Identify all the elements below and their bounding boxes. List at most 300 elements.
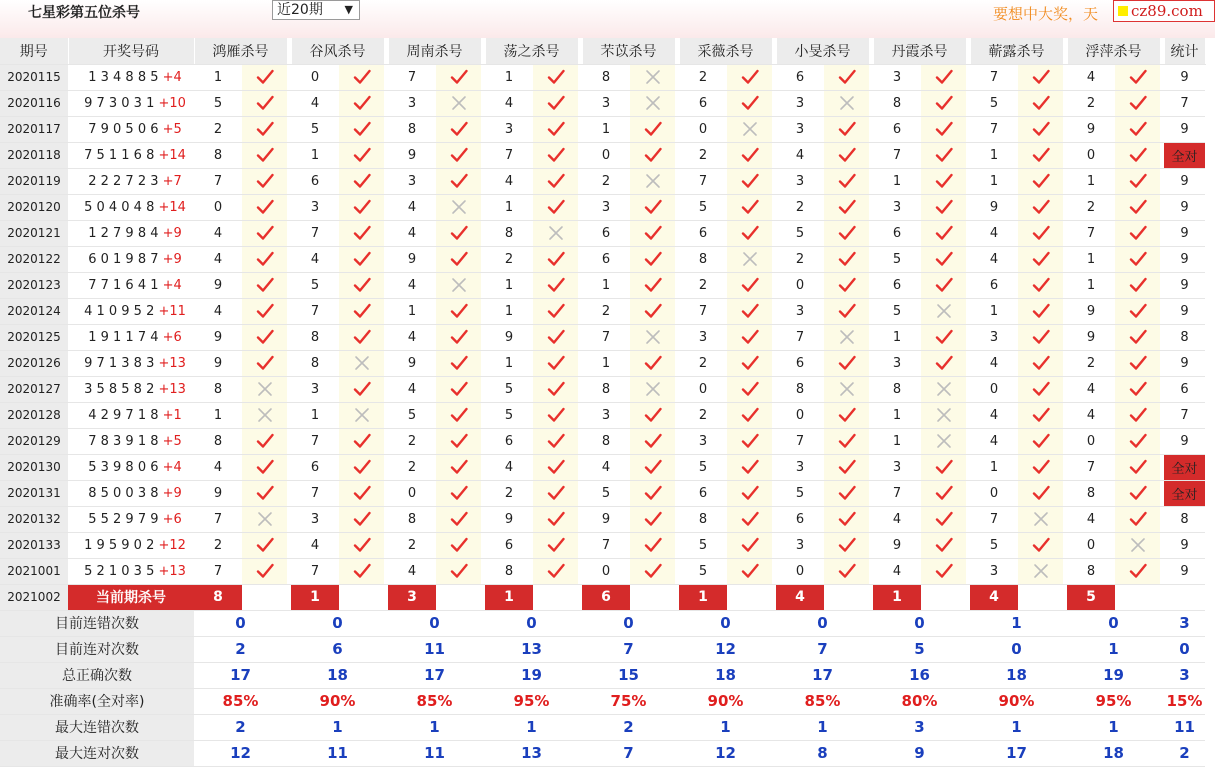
kill-number-cell: 3 [485, 116, 533, 142]
result-mark-cell [921, 246, 966, 272]
kill-number-cell: 3 [776, 454, 824, 480]
result-mark-cell [727, 272, 772, 298]
check-icon [450, 458, 468, 476]
summary-label: 目前连错次数 [0, 610, 194, 636]
result-mark-cell [921, 324, 966, 350]
check-icon [353, 68, 371, 86]
result-mark-cell [339, 142, 384, 168]
draw-sum: +4 [158, 459, 182, 475]
check-icon [838, 406, 856, 424]
check-icon [256, 328, 274, 346]
result-mark-cell [824, 246, 869, 272]
summary-label: 目前连对次数 [0, 636, 194, 662]
kill-number-cell: 6 [776, 506, 824, 532]
result-mark-cell [242, 142, 287, 168]
check-icon [353, 562, 371, 580]
result-mark-cell [727, 480, 772, 506]
summary-value: 17 [388, 662, 481, 688]
result-mark-cell [242, 480, 287, 506]
kill-number-cell: 0 [582, 558, 630, 584]
cross-icon [1032, 562, 1050, 580]
kill-number-cell: 0 [970, 376, 1018, 402]
check-icon [838, 432, 856, 450]
check-icon [547, 458, 565, 476]
result-mark-cell [727, 558, 772, 584]
result-mark-cell [533, 428, 578, 454]
kill-number-cell: 3 [776, 168, 824, 194]
check-icon [1129, 432, 1147, 450]
draw-sum: +5 [158, 121, 182, 137]
result-mark-cell [1115, 116, 1160, 142]
result-mark-cell [727, 64, 772, 90]
check-icon [644, 224, 662, 242]
period-range-select[interactable] [272, 0, 360, 20]
result-mark-cell [630, 350, 675, 376]
kill-number-cell: 8 [388, 506, 436, 532]
check-icon [1032, 432, 1050, 450]
draw-digits: 5 0 4 0 4 8 [84, 199, 155, 215]
check-icon [935, 146, 953, 164]
draw-sum: +9 [158, 251, 182, 267]
check-icon [741, 146, 759, 164]
kill-number-cell: 8 [194, 428, 242, 454]
check-icon [935, 536, 953, 554]
result-mark-cell [824, 298, 869, 324]
period-cell: 2020132 [0, 506, 68, 532]
current-kill-number: 3 [388, 584, 436, 610]
kill-number-cell: 3 [679, 324, 727, 350]
kill-number-cell: 5 [485, 376, 533, 402]
result-mark-cell [242, 324, 287, 350]
kill-number-cell: 5 [679, 558, 727, 584]
kill-number-cell: 7 [873, 480, 921, 506]
table-row [0, 194, 1205, 220]
kill-number-cell: 8 [582, 428, 630, 454]
summary-value: 6 [291, 636, 384, 662]
header-draw: 开奖号码 [68, 38, 194, 64]
check-icon [450, 484, 468, 502]
kill-number-cell: 6 [776, 64, 824, 90]
check-icon [741, 380, 759, 398]
table-row [0, 168, 1205, 194]
check-icon [838, 68, 856, 86]
summary-row [0, 688, 1205, 714]
period-range-value: 近20期 [277, 2, 323, 18]
check-icon [838, 172, 856, 190]
check-icon [1129, 406, 1147, 424]
current-blank [242, 584, 287, 610]
check-icon [1032, 276, 1050, 294]
summary-row [0, 714, 1205, 740]
result-mark-cell [242, 532, 287, 558]
kill-number-cell: 3 [679, 428, 727, 454]
draw-cell [68, 194, 194, 220]
result-mark-cell [339, 116, 384, 142]
summary-value: 12 [194, 740, 287, 766]
kill-number-cell: 6 [485, 532, 533, 558]
result-mark-cell [242, 64, 287, 90]
check-icon [450, 562, 468, 580]
summary-value: 13 [485, 740, 578, 766]
check-icon [644, 406, 662, 424]
check-icon [353, 484, 371, 502]
header-expert: 浮萍杀号 [1067, 38, 1160, 64]
draw-sum: +12 [154, 537, 186, 553]
summary-value: 13 [485, 636, 578, 662]
result-mark-cell [824, 428, 869, 454]
stat-cell: 9 [1164, 194, 1205, 220]
kill-number-cell: 4 [776, 142, 824, 168]
table-header-row [0, 38, 1205, 64]
result-mark-cell [921, 402, 966, 428]
check-icon [1032, 458, 1050, 476]
header-expert: 荡之杀号 [485, 38, 578, 64]
summary-value: 1 [776, 714, 869, 740]
result-mark-cell [242, 220, 287, 246]
draw-digits: 9 7 3 0 3 1 [84, 95, 155, 111]
result-mark-cell [1115, 298, 1160, 324]
kill-number-cell: 1 [291, 142, 339, 168]
period-cell: 2020133 [0, 532, 68, 558]
draw-digits: 1 3 4 8 8 5 [88, 69, 159, 85]
current-period-row [0, 584, 1205, 610]
stat-cell: 9 [1164, 298, 1205, 324]
summary-value: 15 [582, 662, 675, 688]
check-icon [1032, 302, 1050, 320]
cross-icon [353, 354, 371, 372]
result-mark-cell [1115, 402, 1160, 428]
draw-cell [68, 90, 194, 116]
check-icon [450, 146, 468, 164]
kill-number-cell: 8 [1067, 480, 1115, 506]
draw-cell [68, 480, 194, 506]
check-icon [256, 198, 274, 216]
draw-sum: +4 [158, 277, 182, 293]
cross-icon [644, 94, 662, 112]
check-icon [1129, 510, 1147, 528]
result-mark-cell [921, 64, 966, 90]
result-mark-cell [533, 64, 578, 90]
summary-value: 5 [873, 636, 966, 662]
kill-number-cell: 0 [970, 480, 1018, 506]
kill-number-cell: 9 [1067, 298, 1115, 324]
summary-row [0, 636, 1205, 662]
result-mark-cell [1018, 324, 1063, 350]
period-cell: 2020118 [0, 142, 68, 168]
summary-stat: 11 [1164, 714, 1205, 740]
check-icon [450, 432, 468, 450]
result-mark-cell [1018, 558, 1063, 584]
result-mark-cell [533, 168, 578, 194]
check-icon [547, 302, 565, 320]
summary-value: 18 [970, 662, 1063, 688]
check-icon [1032, 94, 1050, 112]
cross-icon [935, 432, 953, 450]
kill-number-cell: 9 [388, 246, 436, 272]
kill-number-cell: 1 [873, 324, 921, 350]
result-mark-cell [824, 220, 869, 246]
period-cell: 2020127 [0, 376, 68, 402]
check-icon [547, 120, 565, 138]
kill-number-cell: 7 [679, 298, 727, 324]
kill-number-cell: 6 [970, 272, 1018, 298]
result-mark-cell [921, 272, 966, 298]
draw-digits: 7 8 3 9 1 8 [88, 433, 159, 449]
kill-number-cell: 8 [291, 350, 339, 376]
result-mark-cell [1018, 532, 1063, 558]
check-icon [1129, 172, 1147, 190]
check-icon [547, 198, 565, 216]
check-icon [1129, 484, 1147, 502]
result-mark-cell [1018, 376, 1063, 402]
check-icon [935, 510, 953, 528]
kill-number-cell: 3 [873, 64, 921, 90]
kill-number-cell: 2 [679, 64, 727, 90]
check-icon [547, 328, 565, 346]
kill-number-cell: 7 [970, 64, 1018, 90]
result-mark-cell [436, 142, 481, 168]
result-mark-cell [436, 298, 481, 324]
kill-number-cell: 0 [1067, 428, 1115, 454]
draw-cell [68, 532, 194, 558]
current-kill-label: 当前期杀号 [68, 584, 194, 610]
check-icon [450, 406, 468, 424]
table-row [0, 558, 1205, 584]
header-expert: 周南杀号 [388, 38, 481, 64]
result-mark-cell [339, 194, 384, 220]
period-cell: 2020123 [0, 272, 68, 298]
check-icon [935, 484, 953, 502]
check-icon [935, 94, 953, 112]
result-mark-cell [921, 454, 966, 480]
kill-number-cell: 4 [388, 558, 436, 584]
cross-icon [450, 198, 468, 216]
table-row [0, 64, 1205, 90]
kill-number-cell: 8 [679, 246, 727, 272]
cross-icon [644, 328, 662, 346]
kill-number-cell: 4 [291, 90, 339, 116]
kill-number-cell: 4 [194, 454, 242, 480]
result-mark-cell [339, 64, 384, 90]
check-icon [935, 328, 953, 346]
result-mark-cell [630, 532, 675, 558]
check-icon [547, 354, 565, 372]
check-icon [353, 146, 371, 164]
draw-digits: 3 5 8 5 8 2 [84, 381, 155, 397]
kill-number-cell: 2 [776, 194, 824, 220]
stat-cell: 9 [1164, 428, 1205, 454]
result-mark-cell [1018, 454, 1063, 480]
result-mark-cell [242, 350, 287, 376]
check-icon [1032, 484, 1050, 502]
kill-number-cell: 9 [485, 324, 533, 350]
result-mark-cell [436, 116, 481, 142]
check-icon [450, 328, 468, 346]
kill-number-cell: 8 [485, 558, 533, 584]
check-icon [741, 510, 759, 528]
result-mark-cell [339, 350, 384, 376]
check-icon [1129, 250, 1147, 268]
check-icon [644, 354, 662, 372]
check-icon [450, 172, 468, 190]
check-icon [741, 328, 759, 346]
result-mark-cell [1115, 480, 1160, 506]
stat-cell: 9 [1164, 246, 1205, 272]
check-icon [547, 276, 565, 294]
check-icon [547, 510, 565, 528]
summary-value: 18 [1067, 740, 1160, 766]
kill-number-cell: 8 [194, 142, 242, 168]
summary-value: 17 [194, 662, 287, 688]
kill-number-cell: 1 [485, 194, 533, 220]
draw-cell [68, 220, 194, 246]
result-mark-cell [1115, 558, 1160, 584]
check-icon [547, 380, 565, 398]
summary-value: 19 [1067, 662, 1160, 688]
kill-number-cell: 5 [291, 272, 339, 298]
kill-number-cell: 2 [1067, 194, 1115, 220]
result-mark-cell [436, 272, 481, 298]
result-mark-cell [242, 506, 287, 532]
stat-cell: 9 [1164, 272, 1205, 298]
summary-value: 0 [388, 610, 481, 636]
draw-sum: +6 [158, 511, 182, 527]
result-mark-cell [630, 64, 675, 90]
result-mark-cell [533, 90, 578, 116]
result-mark-cell [436, 532, 481, 558]
kill-number-cell: 2 [485, 480, 533, 506]
kill-number-cell: 0 [776, 402, 824, 428]
all-correct-badge: 全对 [1164, 480, 1205, 506]
check-icon [838, 198, 856, 216]
kill-number-cell: 3 [776, 532, 824, 558]
kill-number-cell: 1 [485, 350, 533, 376]
kill-number-cell: 7 [776, 428, 824, 454]
result-mark-cell [339, 506, 384, 532]
check-icon [353, 276, 371, 294]
draw-digits: 5 3 9 8 0 6 [88, 459, 159, 475]
check-icon [935, 120, 953, 138]
summary-label: 准确率(全对率) [0, 688, 194, 714]
result-mark-cell [921, 194, 966, 220]
check-icon [741, 458, 759, 476]
promo-slogan: 要想中大奖，天 [993, 5, 1099, 23]
kill-number-cell: 3 [388, 90, 436, 116]
kill-number-cell: 2 [194, 532, 242, 558]
kill-number-cell: 4 [388, 220, 436, 246]
draw-cell [68, 246, 194, 272]
kill-number-cell: 6 [873, 272, 921, 298]
kill-number-cell: 7 [291, 220, 339, 246]
header-period: 期号 [0, 38, 68, 64]
kill-number-cell: 4 [485, 168, 533, 194]
summary-value: 18 [291, 662, 384, 688]
summary-value: 2 [582, 714, 675, 740]
stat-cell: 8 [1164, 324, 1205, 350]
draw-cell [68, 298, 194, 324]
check-icon [256, 250, 274, 268]
check-icon [353, 224, 371, 242]
check-icon [547, 250, 565, 268]
kill-number-cell: 6 [873, 220, 921, 246]
check-icon [644, 302, 662, 320]
site-logo-link[interactable] [1113, 0, 1215, 22]
check-icon [935, 172, 953, 190]
result-mark-cell [630, 480, 675, 506]
kill-number-cell: 9 [388, 142, 436, 168]
kill-number-cell: 1 [1067, 168, 1115, 194]
result-mark-cell [921, 558, 966, 584]
check-icon [1129, 120, 1147, 138]
cross-icon [644, 172, 662, 190]
header-expert: 谷风杀号 [291, 38, 384, 64]
check-icon [256, 458, 274, 476]
result-mark-cell [533, 506, 578, 532]
kill-number-cell: 5 [679, 454, 727, 480]
kill-number-cell: 5 [679, 194, 727, 220]
check-icon [1129, 328, 1147, 346]
check-icon [644, 276, 662, 294]
check-icon [353, 198, 371, 216]
kill-number-cell: 3 [582, 90, 630, 116]
page-title: 七星彩第五位杀号 [28, 5, 140, 21]
check-icon [450, 120, 468, 138]
summary-value: 1 [291, 714, 384, 740]
draw-cell [68, 428, 194, 454]
check-icon [547, 484, 565, 502]
result-mark-cell [533, 558, 578, 584]
kill-number-cell: 4 [485, 90, 533, 116]
result-mark-cell [533, 324, 578, 350]
check-icon [353, 250, 371, 268]
kill-number-cell: 2 [582, 168, 630, 194]
result-mark-cell [436, 506, 481, 532]
summary-value: 9 [873, 740, 966, 766]
cross-icon [935, 380, 953, 398]
kill-number-cell: 0 [1067, 142, 1115, 168]
header-expert: 小旻杀号 [776, 38, 869, 64]
check-icon [838, 120, 856, 138]
kill-number-cell: 8 [873, 376, 921, 402]
kill-number-cell: 7 [194, 558, 242, 584]
current-kill-number: 4 [776, 584, 824, 610]
kill-number-cell: 0 [776, 558, 824, 584]
summary-row [0, 610, 1205, 636]
check-icon [256, 432, 274, 450]
draw-digits: 1 2 7 9 8 4 [88, 225, 159, 241]
draw-sum: +14 [154, 147, 186, 163]
kill-number-cell: 4 [970, 220, 1018, 246]
check-icon [353, 120, 371, 138]
kill-number-cell: 4 [388, 194, 436, 220]
table-row [0, 480, 1205, 506]
result-mark-cell [533, 246, 578, 272]
stat-cell: 9 [1164, 168, 1205, 194]
result-mark-cell [436, 246, 481, 272]
kill-number-cell: 2 [388, 428, 436, 454]
result-mark-cell [339, 558, 384, 584]
current-blank [630, 584, 675, 610]
result-mark-cell [533, 220, 578, 246]
kill-number-cell: 8 [291, 324, 339, 350]
kill-number-cell: 8 [873, 90, 921, 116]
summary-stat: 15% [1164, 688, 1205, 714]
current-kill-number: 1 [291, 584, 339, 610]
summary-value: 90% [679, 688, 772, 714]
summary-value: 0 [776, 610, 869, 636]
summary-value: 18 [679, 662, 772, 688]
table-row [0, 506, 1205, 532]
